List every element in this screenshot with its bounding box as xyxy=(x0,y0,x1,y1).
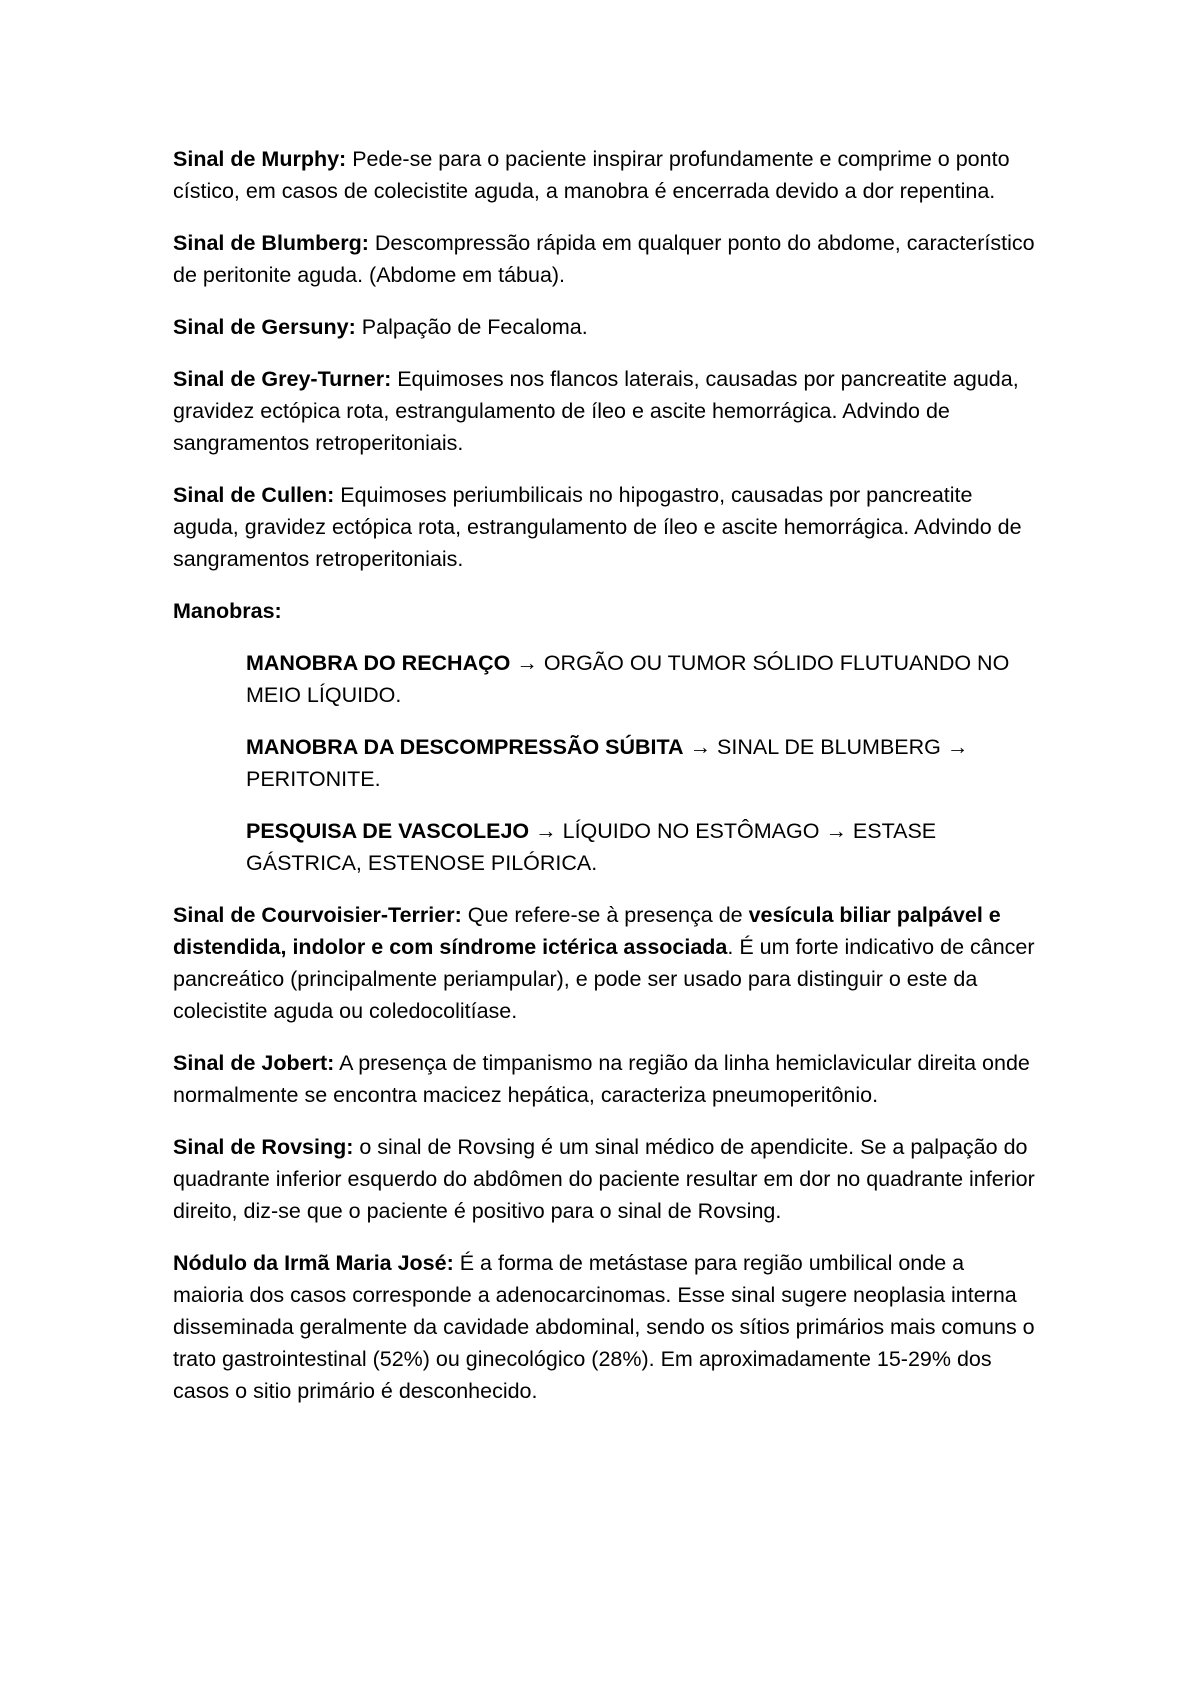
manobra-label: MANOBRA DA DESCOMPRESSÃO SÚBITA xyxy=(246,735,684,759)
manobra-result: SINAL DE BLUMBERG xyxy=(711,735,947,759)
paragraph-gersuny xyxy=(173,311,1040,343)
term-description: . É um forte indicativo de câncer pancreático (principalmente periampular), e pode ser usado para distinguir o este da colecistite aguda ou coledocolitíase. xyxy=(173,935,1035,1023)
manobra-label: MANOBRA DO RECHAÇO xyxy=(246,651,511,675)
paragraph-courvoisier xyxy=(173,899,1040,1027)
term-description: Palpação de Fecaloma. xyxy=(355,315,588,339)
paragraph-grey-turner xyxy=(173,363,1040,459)
arrow-right-icon: → xyxy=(946,735,969,759)
term-label: Sinal de Blumberg: xyxy=(173,231,369,255)
term-label: Sinal de Murphy: xyxy=(173,147,347,171)
term-description: Pede-se para o paciente inspirar profundamente e comprime o ponto cístico, em casos de colecistite aguda, a manobra é encerrada devido a dor repentina. xyxy=(173,147,1010,203)
manobras-heading xyxy=(173,595,1040,627)
term-description: Que refere-se à presença de xyxy=(461,903,749,927)
paragraph-rovsing xyxy=(173,1131,1040,1227)
paragraph-blumberg xyxy=(173,227,1040,291)
section-heading: Manobras: xyxy=(173,599,282,623)
term-label: Sinal de Grey-Turner: xyxy=(173,367,392,391)
term-label: Sinal de Rovsing: xyxy=(173,1135,354,1159)
term-emphasis: vesícula biliar palpável e distendida, indolor e com síndrome ictérica associada xyxy=(173,903,1001,959)
term-label: Sinal de Cullen: xyxy=(173,483,335,507)
term-label: Sinal de Jobert: xyxy=(173,1051,335,1075)
manobra-vascolejo xyxy=(173,815,1040,879)
manobra-label: PESQUISA DE VASCOLEJO xyxy=(246,819,530,843)
arrow-right-icon: → xyxy=(689,735,712,759)
paragraph-irma-maria-jose xyxy=(173,1247,1040,1407)
manobra-result: ESTASE GÁSTRICA, ESTENOSE PILÓRICA. xyxy=(246,819,937,875)
term-label: Nódulo da Irmã Maria José: xyxy=(173,1251,454,1275)
paragraph-cullen xyxy=(173,479,1040,575)
arrow-right-icon: → xyxy=(535,819,557,843)
manobra-result: PERITONITE. xyxy=(246,767,381,791)
term-description: Equimoses periumbilicais no hipogastro, causadas por pancreatite aguda, gravidez ectópica rota, estrangulamento de íleo e ascite hemorrágica. Advindo de sangramentos retroperitoniais. xyxy=(173,483,1022,571)
manobra-rechaco xyxy=(173,647,1040,711)
paragraph-murphy xyxy=(173,143,1040,207)
term-description: Equimoses nos flancos laterais, causadas por pancreatite aguda, gravidez ectópica rota, estrangulamento de íleo e ascite hemorrágica. Advindo de sangramentos retroperitoniais. xyxy=(173,367,1019,455)
manobra-result: LÍQUIDO NO ESTÔMAGO xyxy=(556,819,826,843)
term-description: o sinal de Rovsing é um sinal médico de apendicite. Se a palpação do quadrante inferior esquerdo do abdômen do paciente resultar em dor no quadrante inferior direito, diz-se que o paciente é positivo para o sinal de Rovsing. xyxy=(173,1135,1035,1223)
arrow-right-icon: → xyxy=(516,651,538,675)
term-label: Sinal de Gersuny: xyxy=(173,315,356,339)
term-description: É a forma de metástase para região umbilical onde a maioria dos casos corresponde a adenocarcinomas. Esse sinal sugere neoplasia interna disseminada geralmente da cavidade abdominal, sendo os sítios primários mais comuns o trato gastrointestinal (52%) ou ginecológico (28%). Em aproximadamente 15-29% dos casos o sitio primário é desconhecido. xyxy=(173,1251,1035,1403)
term-description: A presença de timpanismo na região da linha hemiclavicular direita onde normalmente se encontra macicez hepática, caracteriza pneumoperitônio. xyxy=(173,1051,1030,1107)
term-description: Descompressão rápida em qualquer ponto do abdome, característico de peritonite aguda. (Abdome em tábua). xyxy=(173,231,1035,287)
paragraph-jobert xyxy=(173,1047,1040,1111)
term-label: Sinal de Courvoisier-Terrier: xyxy=(173,903,462,927)
arrow-right-icon: → xyxy=(825,819,847,843)
manobra-result: ORGÃO OU TUMOR SÓLIDO FLUTUANDO NO MEIO LÍQUIDO. xyxy=(246,651,1010,707)
manobra-descompressao xyxy=(173,731,1040,795)
